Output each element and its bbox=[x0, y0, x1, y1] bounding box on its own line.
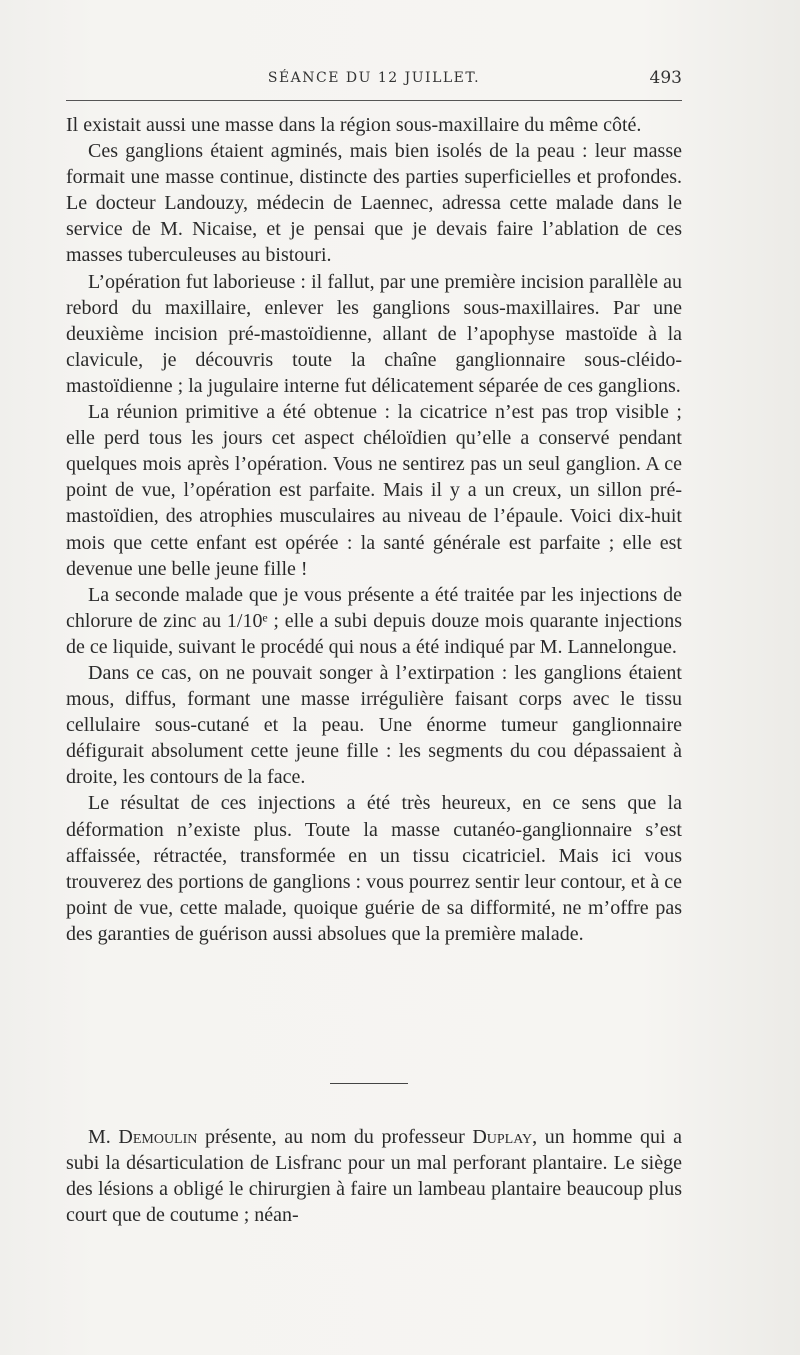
text-2: , un homme qui a subi la désarticulation de Lisfranc pour un mal perforant plantaire. Le siège des lésions a obligé le chirurgien à faire un lambeau plantaire beaucoup plus court que de coutume ; néan- bbox=[66, 1126, 682, 1227]
author-duplay: Duplay bbox=[472, 1126, 533, 1148]
author-demoulin: Demoulin bbox=[118, 1126, 198, 1148]
paragraph-2: Ces ganglions étaient agminés, mais bien isolés de la peau : leur masse formait une masse continue, distincte des parties superficielles et profondes. Le docteur Landouzy, médecin de Laennec, adressa cette malade dans le service de M. Nicaise, et je pensai que je devais faire l’ablation de ces masses tuberculeuses au bistouri. bbox=[66, 140, 682, 267]
paragraph-5: La seconde malade que je vous présente a été traitée par les injections de chlorure de zinc au 1/10ᵉ ; elle a subi depuis douze mois quarante injections de ce liquide, suivant le procédé qui nous a été indiqué par M. Lannelongue. bbox=[66, 583, 682, 658]
paragraph-demoulin bbox=[66, 1124, 682, 1228]
page-header bbox=[66, 62, 682, 92]
page-number: 493 bbox=[649, 68, 682, 88]
running-title: SÉANCE DU 12 JUILLET. bbox=[267, 70, 481, 86]
header-rule bbox=[66, 100, 682, 101]
paragraph-4: La réunion primitive a été obtenue : la cicatrice n’est pas trop visible ; elle perd tous les jours cet aspect chéloïdien qu’elle a conservé pendant quelques mois après l’opération. Vous ne sentirez pas un seul ganglion. A ce point de vue, l’opération est parfaite. Mais il y a un creux, un sillon pré-mastoïdien, des atrophies musculaires au niveau de l’épaule. Voici dix-huit mois que cette enfant est opérée : la santé générale est parfaite ; elle est devenue une belle jeune fille ! bbox=[66, 401, 682, 580]
second-text-block bbox=[66, 1124, 682, 1228]
paragraph-6: Dans ce cas, on ne pouvait songer à l’extirpation : les ganglions étaient mous, diffus, formant une masse irrégulière faisant corps avec le tissu cellulaire sous-cutané et la peau. Une énorme tumeur ganglionnaire défigurait absolument cette jeune fille : les segments du cou dépassaient à droite, les contours de la face. bbox=[66, 661, 682, 789]
main-text-block bbox=[66, 112, 682, 947]
text-1: présente, au nom du professeur bbox=[197, 1126, 473, 1148]
paragraph-1: Il existait aussi une masse dans la région sous-maxillaire du même côté. bbox=[66, 114, 642, 136]
section-divider bbox=[330, 1083, 408, 1084]
paragraph-7: Le résultat de ces injections a été très heureux, en ce sens que la déformation n’existe plus. Toute la masse cutanéo-ganglionnaire s’est affaissée, rétractée, transformée en un tissu cicatriciel. Mais ici vous trouverez des portions de ganglions : vous pourrez sentir leur contour, et à ce point de vue, cette malade, quoique guérie de sa difformité, ne m’offre pas des garanties de guérison aussi absolues que la première malade. bbox=[66, 792, 682, 945]
prefix: M. bbox=[88, 1126, 119, 1148]
paragraph-3: L’opération fut laborieuse : il fallut, par une première incision parallèle au rebord du maxillaire, enlever les ganglions sous-maxillaires. Par une deuxième incision pré-mastoïdienne, allant de l’apophyse mastoïde à la clavicule, je découvris toute la chaîne ganglionnaire sous-cléido-mastoïdienne ; la jugulaire interne fut délicatement séparée de ces ganglions. bbox=[66, 270, 682, 397]
